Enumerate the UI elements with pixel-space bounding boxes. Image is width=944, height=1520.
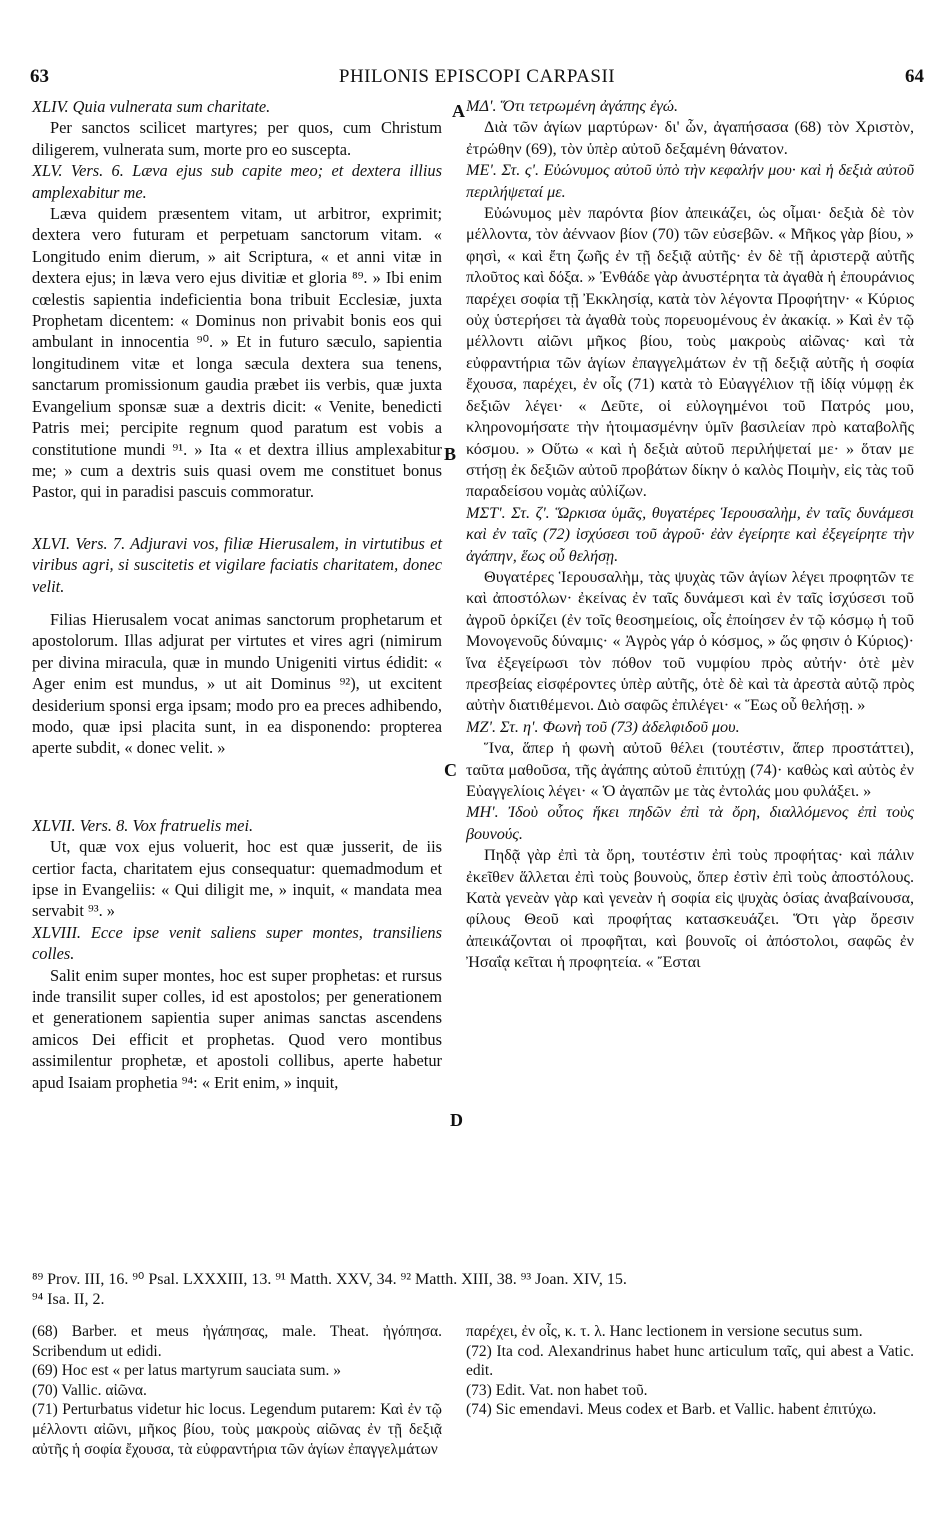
section-marker-d: D xyxy=(450,1110,463,1130)
commentary-paragraph: Filias Hierusalem vocat animas sanctorum prophetarum et apostolorum. Illas adjurat per virtutes et vires agri (nimirum per divina miracula, quæ in mundo Unigeniti virtus édidit: « Ager enim est mundus, » ut ait Dominus ⁹²), ut excitent desiderium sponsi erga ipsam; modo pro ea preces adhibendo, modo, quæ ipsi placita sunt, in ea disponendo: propterea aperte subdit, « donec velit. » xyxy=(32,609,442,758)
verse-heading: ΜΖ'. Στ. η'. Φωνὴ τοῦ (73) ἀδελφιδοῦ μου. xyxy=(466,717,740,736)
footnote: παρέχει, ἐν οἷς, κ. τ. λ. Hanc lectionem in versione secutus sum. xyxy=(466,1323,863,1340)
verse-heading: ΜΣΤ'. Στ. ζ'. Ὥρκισα ὑμᾶς, θυγατέρες Ἱερουσαλὴμ, ἐν ταῖς δυνάμεσι καὶ ἐν ταῖς (72) ἰσχύσεσι τοῦ ἀγροῦ· ἐὰν ἐγείρητε καὶ ἐξεγείρητε τὴν ἀγάπην, ἕως οὗ θελήσῃ. xyxy=(466,503,914,565)
scripture-references-line-2: ⁹⁴ Isa. II, 2. xyxy=(32,1291,105,1308)
footnote: (74) Sic emendavi. Meus codex et Barb. et Vallic. habent ἐπιτύχω. xyxy=(466,1401,877,1419)
footnote: (70) Vallic. αἰῶνα. xyxy=(32,1381,147,1399)
footnote: (72) Ita cod. Alexandrinus habet hunc articulum ταῖς, qui abest a Vatic. edit. xyxy=(466,1342,914,1380)
verse-heading: XLVI. Vers. 7. Adjuravi vos, filiæ Hierusalem, in virtutibus et viribus agri, si suscitetis et vigilare faciatis charitatem, donec velit. xyxy=(32,533,442,596)
footnote: (69) Hoc est « per latus martyrum sauciata sum. » xyxy=(32,1362,342,1380)
footnote: (68) Barber. et meus ἠγάπησας, male. Theat. ἠγόπησα. Scribendum ut edidi. xyxy=(32,1323,442,1360)
footnotes-right xyxy=(466,1322,914,1420)
latin-column xyxy=(32,96,442,1093)
commentary-paragraph: Πηδᾷ γὰρ ἐπὶ τὰ ὄρη, τουτέστιν ἐπὶ τοὺς προφήτας· καὶ πάλιν ἐκεῖθεν ἅλλεται ἐπὶ τοὺς βουνοὺς, ὅπερ ἐστὶν ἐπὶ τοὺς ἀποστόλους. Κατὰ γενεὰν γὰρ καὶ γενεὰν ἡ σοφία εἰς ψυχὰς ὁσίας ἀναβαίνουσα, φίλους Θεοῦ καὶ προφήτας κατασκευάζει. Ὅτι γὰρ ὄρεσιν ἀπεικάζονται οἱ προφῆται, καὶ βουνοῖς οἱ ἀπόστολοι, σαφῶς ἐν Ἠσαΐᾳ κεῖται ἡ προφητεία. « Ἔσται xyxy=(466,846,914,972)
footnote: (73) Edit. Vat. non habet τοῦ. xyxy=(466,1381,648,1399)
commentary-paragraph: Læva quidem præsentem vitam, ut arbitror, exprimit; dextera vero futuram et perpetuam sanctorum vitam. « Longitudo enim dierum, » ait Scriptura, « et anni vitæ in dextera ejus; in læva vero ejus divitiæ et gloria ⁸⁹. » Ibi enim cœlestis sapientia indeficientia bona tribuit Ecclesiæ, juxta Prophetam dicentem: « Dominus non privabit bonis eos qui ambulant in innocentia ⁹⁰. » Et in futuro sæculo, sapientia longitudinem vitæ et longa sæcula dextera sua tenens, sanctarum promissionum gaudia præbet iis verbis, quæ juxta Evangelium sponsæ suæ a dextris dicit: « Venite, benedicti Patris mei; percipite regnum quod paratum est vobis a constitutione mundi ⁹¹. » Ita « et dextra illius amplexabitur me; » cum a dextris suis quasi ovem me constituet bonus Pastor, qui in paradisi pascuis commoratur. xyxy=(32,204,442,502)
scripture-references-line-1: ⁸⁹ Prov. III, 16. ⁹⁰ Psal. LXXXIII, 13. ⁹¹ Matth. XXV, 34. ⁹² Matth. XIII, 38. ⁹³ Joan. XIV, 15. xyxy=(32,1271,627,1288)
page-number-left: 63 xyxy=(30,66,49,87)
paragraph-gap xyxy=(32,597,442,609)
verse-heading: ΜΗ'. Ἰδοὺ οὗτος ἥκει πηδῶν ἐπὶ τὰ ὄρη, διαλλόμενος ἐπὶ τοὺς βουνούς. xyxy=(466,803,914,843)
footnote: (71) Perturbatus videtur hic locus. Legendum putarem: Καὶ ἐν τῷ μέλλοντι αἰῶνι, μῆκος βίου, τοὺς μακροὺς αἰῶνας ἐν τῇ δεξιᾷ αὐτῆς ἡ σοφία ἔχουσα, τὰ εὐφραντήρια τῶν ἁγίων ἐπαγγελμάτων xyxy=(32,1401,442,1458)
running-header xyxy=(30,66,924,90)
greek-column xyxy=(466,96,914,974)
verse-heading: XLV. Vers. 6. Læva ejus sub capite meo; et dextera illius amplexabitur me. xyxy=(32,161,442,202)
paragraph-gap xyxy=(32,759,442,815)
commentary-paragraph: Θυγατέρες Ἱερουσαλὴμ, τὰς ψυχὰς τῶν ἁγίων λέγει προφητῶν τε καὶ ἀποστόλων· ἐκείνας ἐν ταῖς δυνάμεσι καὶ ἐν ταῖς ἰσχύσεσι τοῦ ἀγροῦ ὁρκίζει (ἐν τοῖς θεοσημείοις, οἷς ἐποίησεν ἐν τῷ κόσμῳ ἡ τοῦ Μονογενοῦς δύναμις· « Ἀγρὸς γάρ ὁ κόσμος, » ὥς φησιν ὁ Κύριος)· ἵνα ἐξεγείρωσι τὸν πόθον τοῦ νυμφίου πρὸς αὐτήν· ὁτὲ μὲν πρεσβείας εἰσφέροντες ὑπὲρ αὐτῆς, ὁτὲ δὲ καὶ τὰ ἀρεστὰ αὐτῷ πρὸς αὐτὴν διατιθέμενοι. Διὸ σαφῶς ἐπιλέγει· « Ἕως οὗ θελήσῃ. » xyxy=(466,567,914,715)
commentary-paragraph: Salit enim super montes, hoc est super prophetas: et rursus inde transilit super colles, id est apostolos; per generationem et generationem sapientia super animas sanctas ascendens amicos Dei efficit et prophetas. Quod vero montibus assimilentur prophetæ, et apostoli collibus, aperte habetur apud Isaiam prophetia ⁹⁴: « Erit enim, » inquit, xyxy=(32,965,442,1092)
commentary-paragraph: Ut, quæ vox ejus voluerit, hoc est quæ jusserit, de iis certior facta, charitatem ejus consequatur: quemadmodum et ipse in Evangeliis: « Qui diligit me, » inquit, « mandata mea servabit ⁹³. » xyxy=(32,837,442,921)
section-marker-a: A xyxy=(452,101,465,121)
verse-heading: XLVIII. Ecce ipse venit saliens super montes, transiliens colles. xyxy=(32,922,442,964)
running-title: PHILONIS EPISCOPI CARPASII xyxy=(338,66,616,87)
commentary-paragraph: Εὐώνυμος μὲν παρόντα βίον ἀπεικάζει, ὡς οἶμαι· δεξιὰ δὲ τὸν μέλλοντα, τὸν ἀέννaον βίον (70) τῶν εὐσεβῶν. « Μῆκος γὰρ βίου, » φησὶ, « καὶ ἔτη ζωῆς ἐν τῇ δεξιᾷ αὐτῆς· ἐν δὲ τῇ ἀριστερᾷ αὐτῆς πλοῦτος καὶ δόξα. » Ἐνθάδε γὰρ ἀνυστέρητα τὰ ἀγαθὰ ἡ ἐπουράνιος παρέχει σοφία τῇ Ἐκκλησίᾳ, κατὰ τὸν λέγοντα Προφήτην· « Κύριος οὐχ ὑστερήσει τὰ ἀγαθὰ τοὺς πορευομένους ἐν ἀκακίᾳ. » Καὶ ἐν τῷ μέλλοντι αἰῶνι μῆκος βίου, τοὺς μακροὺς αἰῶνας· καὶ τὰ εὐφραντήρια τῶν ἁγίων ἐπαγγελμάτων ἐν τῇ δεξιᾷ αὐτῆς ἡ σοφία ἔχουσα, παρέχει, ἐν οἷς (71) κατὰ τὸ Εὐαγγέλιον τῇ ἰδίᾳ νύμφῃ ἐκ δεξιῶν λέγει· « Δεῦτε, οἱ εὐλογημένοι τοῦ Πατρός μου, κληρονομήσατε τὴν ἡτοιμασμένην ὑμῖν βασιλείαν πρὸ καταβολῆς κόσμου. » Οὕτω « καὶ ἡ δεξιὰ αὐτοῦ περιλήψεταί με· » ὅταν με στήσῃ ἐκ δεξιῶν αὐτοῦ προβάτων δίκην ὁ καλὸς Ποιμὴν, εἰς τὰς τοῦ παραδείσου νομὰς αὐλίζων. xyxy=(466,204,914,501)
verse-heading: ΜΔ'. Ὅτι τετρωμένη ἀγάπης ἐγώ. xyxy=(466,97,679,115)
section-marker-b: B xyxy=(444,444,457,464)
page-number-right: 64 xyxy=(905,66,924,87)
paragraph-gap xyxy=(32,503,442,533)
footnotes-left xyxy=(32,1322,442,1459)
commentary-paragraph: Διὰ τῶν ἁγίων μαρτύρων· δι' ὧν, ἀγαπήσασα (68) τὸν Χριστὸν, ἐτρώθην (69), τὸν ὑπὲρ αὐτοῦ δεξαμένη θάνατον. xyxy=(466,118,914,158)
commentary-paragraph: Per sanctos scilicet martyres; per quos, cum Christum diligerem, vulnerata sum, morte pro eo suscepta. xyxy=(32,118,442,159)
verse-heading: XLIV. Quia vulnerata sum charitate. xyxy=(32,97,271,116)
commentary-paragraph: Ἵνα, ἅπερ ἡ φωνὴ αὐτοῦ θέλει (τουτέστιν, ἅπερ προστάττει), ταῦτα μαθοῦσα, τῆς ἀγάπης αὐτοῦ ἐπιτύχῃ (74)· καθὼς καὶ αὐτὸς ἐν Εὐαγγελίοις λέγει· « Ὁ ἀγαπῶν με τὰς ἐντολάς μου φυλάξει. » xyxy=(466,739,914,800)
section-marker-c: C xyxy=(444,760,457,780)
verse-heading: XLVII. Vers. 8. Vox fratruelis mei. xyxy=(32,815,254,835)
verse-heading: ΜΕ'. Στ. ς'. Εὐώνυμος αὐτοῦ ὑπὸ τὴν κεφαλήν μου· καὶ ἡ δεξιὰ αὐτοῦ περιλήψεταί με. xyxy=(466,161,914,201)
